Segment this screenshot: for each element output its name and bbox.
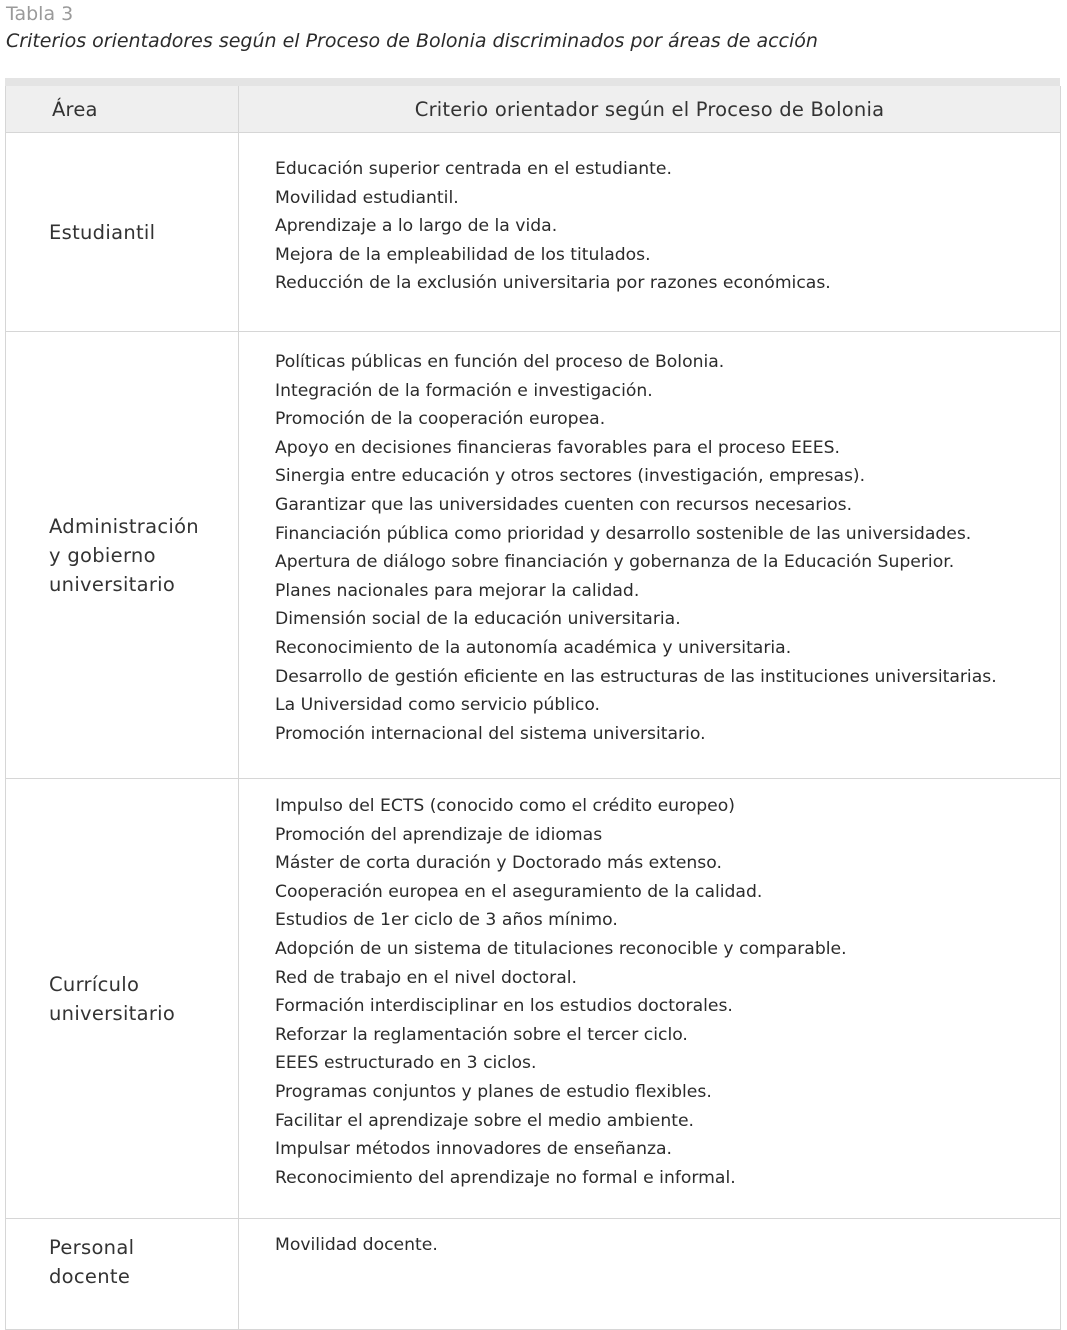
criteria-item: Financiación pública como prioridad y desarrollo sostenible de las universidades. [275, 523, 972, 544]
area-label-line: Personal [49, 1236, 135, 1259]
criteria-cell [239, 133, 1061, 332]
criteria-table-container [5, 78, 1060, 1330]
criteria-item: Movilidad estudiantil. [275, 187, 459, 208]
criteria-item: Máster de corta duración y Doctorado más extenso. [275, 853, 722, 874]
area-label-line: y gobierno [49, 543, 156, 567]
criteria-item: Aprendizaje a lo largo de la vida. [275, 216, 558, 237]
criteria-list [275, 348, 1052, 748]
area-cell [6, 779, 239, 1219]
criteria-list [275, 1231, 1052, 1260]
criteria-item: Planes nacionales para mejorar la calidad. [275, 580, 640, 601]
criteria-item: Impulsar métodos innovadores de enseñanza. [275, 1139, 672, 1160]
area-cell [6, 133, 239, 332]
criteria-item: Mejora de la empleabilidad de los titulados. [275, 244, 651, 265]
criteria-item: Apoyo en decisiones financieras favorables para el proceso EEES. [275, 437, 840, 458]
criteria-item: Garantizar que las universidades cuenten con recursos necesarios. [275, 494, 853, 515]
criteria-item: Formación interdisciplinar en los estudios doctorales. [275, 996, 733, 1017]
table-header-row [6, 86, 1061, 133]
criteria-item: Programas conjuntos y planes de estudio flexibles. [275, 1081, 712, 1102]
criteria-item: Reconocimiento de la autonomía académica y universitaria. [275, 637, 792, 658]
criteria-item: EEES estructurado en 3 ciclos. [275, 1053, 537, 1074]
criteria-item: Reconocimiento del aprendizaje no formal e informal. [275, 1167, 736, 1188]
table-row-estudiantil [6, 133, 1061, 332]
criteria-item: Políticas públicas en función del proceso de Bolonia. [275, 352, 725, 372]
criteria-cell [239, 1219, 1061, 1330]
criteria-item: Estudios de 1er ciclo de 3 años mínimo. [275, 910, 618, 931]
criteria-item: Apertura de diálogo sobre financiación y gobernanza de la Educación Superior. [275, 552, 955, 573]
criteria-list [275, 792, 1052, 1192]
criteria-cell [239, 332, 1061, 779]
table-row-personal-docente [6, 1219, 1061, 1330]
criteria-item: Cooperación europea en el aseguramiento de la calidad. [275, 881, 763, 902]
criteria-item: Reducción de la exclusión universitaria por razones económicas. [275, 273, 831, 294]
area-cell [6, 332, 239, 779]
criteria-item: Red de trabajo en el nivel doctoral. [275, 967, 577, 988]
criteria-item: Integración de la formación e investigación. [275, 380, 653, 401]
column-header-area: Área [6, 86, 239, 133]
criteria-list [275, 155, 1052, 298]
criteria-item: Sinergia entre educación y otros sectores (investigación, empresas). [275, 466, 866, 487]
table-label: Tabla 3 [6, 3, 74, 25]
criteria-item: Reforzar la reglamentación sobre el tercer ciclo. [275, 1024, 688, 1045]
criteria-item: Promoción internacional del sistema universitario. [275, 723, 706, 744]
area-cell [6, 1219, 239, 1330]
criteria-item: Dimensión social de la educación universitaria. [275, 609, 681, 630]
area-label-line: universitario [49, 1001, 176, 1025]
criteria-cell [239, 779, 1061, 1219]
table-caption: Criterios orientadores según el Proceso de Bolonia discriminados por áreas de acción [6, 30, 818, 52]
criteria-item: Promoción del aprendizaje de idiomas [275, 824, 603, 845]
criteria-item: Desarrollo de gestión eficiente en las estructuras de las instituciones universitarias. [275, 666, 997, 687]
area-label: Estudiantil [49, 220, 156, 244]
criteria-item: Educación superior centrada en el estudiante. [275, 159, 672, 179]
criteria-item: Movilidad docente. [275, 1235, 438, 1255]
area-label-line: Currículo [49, 972, 140, 996]
criteria-item: Promoción de la cooperación europea. [275, 409, 606, 430]
table-row-administracion [6, 332, 1061, 779]
table-row-curriculo [6, 779, 1061, 1219]
area-label-line: universitario [49, 572, 176, 596]
criteria-item: La Universidad como servicio público. [275, 695, 601, 716]
criteria-item: Adopción de un sistema de titulaciones reconocible y comparable. [275, 938, 847, 959]
area-label-line: docente [49, 1265, 131, 1288]
area-label-line: Administración [49, 514, 199, 538]
criteria-item: Impulso del ECTS (conocido como el crédito europeo) [275, 796, 735, 816]
column-header-criterio: Criterio orientador según el Proceso de Bolonia [239, 86, 1061, 133]
criteria-item: Facilitar el aprendizaje sobre el medio ambiente. [275, 1110, 694, 1131]
criteria-table [5, 86, 1061, 1330]
